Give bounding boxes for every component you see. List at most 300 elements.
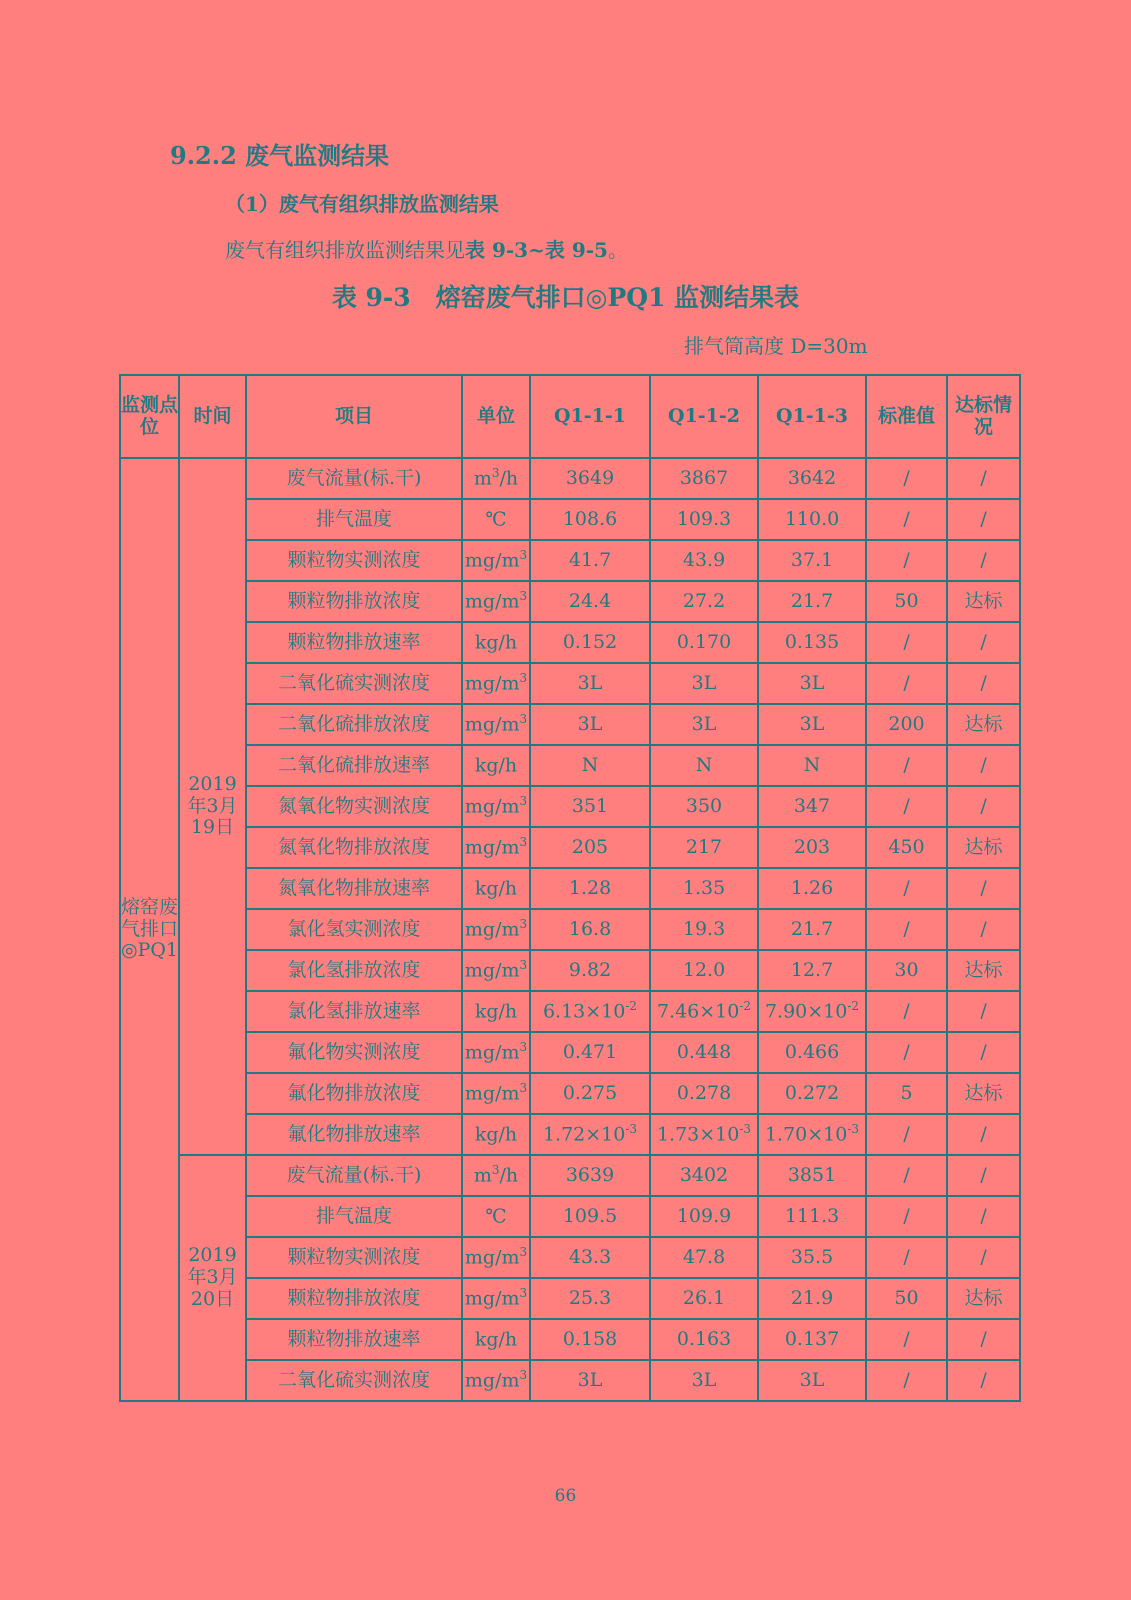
standard-cell: 50 xyxy=(866,581,947,622)
paragraph-end: 。 xyxy=(607,238,628,262)
monitoring-results-table xyxy=(119,374,1021,1402)
item-cell: 颗粒物排放速率 xyxy=(246,622,462,663)
value-text: 203 xyxy=(793,835,831,858)
monitoring-point-cell: 熔窑废气排口◎PQ1 xyxy=(120,458,179,1401)
status-cell: / xyxy=(947,786,1020,827)
unit-base: mg/m xyxy=(464,1041,520,1064)
unit-cell xyxy=(462,704,530,745)
stack-height-note: 排气筒高度 D=30m xyxy=(684,334,868,358)
value-text: N xyxy=(803,753,821,776)
unit-cell xyxy=(462,950,530,991)
paragraph-table-ref: 表 9-3~表 9-5 xyxy=(465,238,608,262)
value-text: 0.278 xyxy=(676,1081,732,1104)
unit-base: ℃ xyxy=(485,508,507,531)
unit-superscript: 3 xyxy=(519,1244,528,1259)
standard-cell: / xyxy=(866,909,947,950)
value-cell xyxy=(650,540,758,581)
value-exponent: -3 xyxy=(847,1121,860,1136)
standard-cell: / xyxy=(866,1155,947,1196)
value-text: 37.1 xyxy=(790,548,834,571)
value-text: 0.275 xyxy=(562,1081,618,1104)
status-cell: / xyxy=(947,909,1020,950)
value-cell xyxy=(758,1278,866,1319)
value-cell xyxy=(530,1196,650,1237)
header-standard: 标准值 xyxy=(866,375,947,458)
header-point: 监测点位 xyxy=(120,375,179,458)
value-text: 3639 xyxy=(565,1163,615,1186)
status-cell: / xyxy=(947,1196,1020,1237)
header-sample-1: Q1-1-1 xyxy=(530,375,650,458)
unit-superscript: 3 xyxy=(519,1285,528,1300)
unit-cell xyxy=(462,1196,530,1237)
item-cell: 二氧化硫排放浓度 xyxy=(246,704,462,745)
value-cell xyxy=(530,1360,650,1401)
value-cell xyxy=(758,622,866,663)
item-cell: 颗粒物排放浓度 xyxy=(246,581,462,622)
unit-cell xyxy=(462,1319,530,1360)
table-row xyxy=(120,663,1020,704)
value-text: 3L xyxy=(577,671,603,694)
unit-base: mg/m xyxy=(464,918,520,941)
value-text: 217 xyxy=(685,835,723,858)
value-exponent: -2 xyxy=(625,998,638,1013)
status-cell: / xyxy=(947,745,1020,786)
standard-cell: / xyxy=(866,745,947,786)
unit-base: mg/m xyxy=(464,549,520,572)
standard-cell: / xyxy=(866,1319,947,1360)
value-text: 41.7 xyxy=(568,548,612,571)
value-cell xyxy=(758,499,866,540)
unit-base: mg/m xyxy=(464,1287,520,1310)
status-cell: 达标 xyxy=(947,704,1020,745)
item-cell: 废气流量(标.干) xyxy=(246,1155,462,1196)
item-cell: 氮氧化物排放浓度 xyxy=(246,827,462,868)
unit-base: kg/h xyxy=(474,877,518,900)
unit-base: m xyxy=(473,467,492,490)
value-text: 1.70×10 xyxy=(764,1123,848,1146)
value-text: 0.158 xyxy=(562,1327,618,1350)
paragraph-text: 废气有组织排放监测结果见 xyxy=(225,238,465,262)
value-cell xyxy=(530,991,650,1032)
standard-cell: 200 xyxy=(866,704,947,745)
value-cell xyxy=(650,458,758,499)
unit-superscript: 3 xyxy=(491,1162,500,1177)
unit-base: mg/m xyxy=(464,959,520,982)
value-text: 350 xyxy=(685,794,723,817)
value-cell xyxy=(758,745,866,786)
unit-tail: /h xyxy=(499,467,519,490)
value-text: 3L xyxy=(799,1368,825,1391)
table-row xyxy=(120,1319,1020,1360)
table-row xyxy=(120,991,1020,1032)
value-cell xyxy=(758,991,866,1032)
standard-cell: / xyxy=(866,786,947,827)
table-row xyxy=(120,745,1020,786)
value-cell xyxy=(758,540,866,581)
standard-cell: 30 xyxy=(866,950,947,991)
value-cell xyxy=(530,827,650,868)
value-cell xyxy=(650,950,758,991)
value-text: 12.0 xyxy=(682,958,726,981)
status-cell: 达标 xyxy=(947,1073,1020,1114)
value-cell xyxy=(650,622,758,663)
standard-cell: / xyxy=(866,1196,947,1237)
header-status: 达标情况 xyxy=(947,375,1020,458)
unit-base: mg/m xyxy=(464,590,520,613)
unit-superscript: 3 xyxy=(491,465,500,480)
status-cell: / xyxy=(947,991,1020,1032)
item-cell: 氟化物排放速率 xyxy=(246,1114,462,1155)
table-row xyxy=(120,499,1020,540)
table-row xyxy=(120,909,1020,950)
value-text: 3867 xyxy=(679,466,729,489)
value-text: 111.3 xyxy=(784,1204,840,1227)
value-text: N xyxy=(695,753,713,776)
status-cell: / xyxy=(947,622,1020,663)
value-cell xyxy=(650,663,758,704)
table-row xyxy=(120,1032,1020,1073)
status-cell: 达标 xyxy=(947,827,1020,868)
unit-cell xyxy=(462,458,530,499)
value-text: 35.5 xyxy=(790,1245,834,1268)
unit-cell xyxy=(462,540,530,581)
value-text: 3642 xyxy=(787,466,837,489)
standard-cell: 5 xyxy=(866,1073,947,1114)
unit-cell xyxy=(462,1360,530,1401)
value-cell xyxy=(650,1032,758,1073)
value-cell xyxy=(758,1155,866,1196)
item-cell: 排气温度 xyxy=(246,499,462,540)
unit-base: kg/h xyxy=(474,1123,518,1146)
page-number: 66 xyxy=(554,1486,577,1506)
value-text: 109.5 xyxy=(562,1204,618,1227)
value-cell xyxy=(650,909,758,950)
header-unit: 单位 xyxy=(462,375,530,458)
unit-base: ℃ xyxy=(485,1205,507,1228)
value-cell xyxy=(530,581,650,622)
unit-cell xyxy=(462,581,530,622)
value-cell xyxy=(530,499,650,540)
unit-base: mg/m xyxy=(464,672,520,695)
header-row xyxy=(120,375,1020,458)
table-row xyxy=(120,786,1020,827)
standard-cell: / xyxy=(866,868,947,909)
table-row xyxy=(120,1155,1020,1196)
table-row xyxy=(120,827,1020,868)
standard-cell: / xyxy=(866,458,947,499)
item-cell: 颗粒物实测浓度 xyxy=(246,1237,462,1278)
standard-cell: / xyxy=(866,1360,947,1401)
value-cell xyxy=(758,663,866,704)
value-text: 26.1 xyxy=(682,1286,726,1309)
standard-cell: / xyxy=(866,1114,947,1155)
value-text: 3L xyxy=(577,712,603,735)
table-row xyxy=(120,540,1020,581)
table-row xyxy=(120,622,1020,663)
unit-tail: /h xyxy=(499,1164,519,1187)
status-cell: / xyxy=(947,1237,1020,1278)
standard-cell: 450 xyxy=(866,827,947,868)
header-item: 项目 xyxy=(246,375,462,458)
item-cell: 颗粒物排放速率 xyxy=(246,1319,462,1360)
value-text: 0.135 xyxy=(784,630,840,653)
value-text: 1.73×10 xyxy=(656,1123,740,1146)
status-cell: / xyxy=(947,1360,1020,1401)
status-cell: / xyxy=(947,540,1020,581)
unit-base: mg/m xyxy=(464,795,520,818)
value-cell xyxy=(650,1073,758,1114)
value-cell xyxy=(530,622,650,663)
unit-cell xyxy=(462,745,530,786)
value-text: 1.26 xyxy=(790,876,834,899)
value-text: 0.137 xyxy=(784,1327,840,1350)
value-text: 19.3 xyxy=(682,917,726,940)
value-text: 351 xyxy=(571,794,609,817)
value-exponent: -2 xyxy=(847,998,860,1013)
value-text: 43.9 xyxy=(682,548,726,571)
table-row xyxy=(120,1360,1020,1401)
value-cell xyxy=(530,1032,650,1073)
status-cell: 达标 xyxy=(947,1278,1020,1319)
value-cell xyxy=(650,1278,758,1319)
standard-cell: / xyxy=(866,663,947,704)
value-cell xyxy=(530,1155,650,1196)
value-cell xyxy=(758,1114,866,1155)
status-cell: / xyxy=(947,1032,1020,1073)
value-cell xyxy=(650,1319,758,1360)
item-cell: 氮氧化物排放速率 xyxy=(246,868,462,909)
value-text: 3L xyxy=(799,671,825,694)
status-cell: / xyxy=(947,458,1020,499)
table-body xyxy=(120,458,1020,1401)
unit-cell xyxy=(462,786,530,827)
value-text: N xyxy=(581,753,599,776)
table-row xyxy=(120,581,1020,622)
unit-base: kg/h xyxy=(474,1328,518,1351)
value-cell xyxy=(758,704,866,745)
table-row xyxy=(120,458,1020,499)
value-cell xyxy=(650,1155,758,1196)
standard-cell: / xyxy=(866,1032,947,1073)
unit-base: kg/h xyxy=(474,754,518,777)
standard-cell: / xyxy=(866,1237,947,1278)
value-cell xyxy=(758,868,866,909)
header-sample-3: Q1-1-3 xyxy=(758,375,866,458)
value-text: 21.7 xyxy=(790,917,834,940)
value-cell xyxy=(650,499,758,540)
status-cell: / xyxy=(947,868,1020,909)
value-cell xyxy=(650,1196,758,1237)
unit-cell xyxy=(462,663,530,704)
value-cell xyxy=(758,1196,866,1237)
status-cell: / xyxy=(947,499,1020,540)
value-text: 3L xyxy=(691,712,717,735)
status-cell: 达标 xyxy=(947,950,1020,991)
unit-superscript: 3 xyxy=(519,1367,528,1382)
value-cell xyxy=(758,581,866,622)
value-text: 0.448 xyxy=(676,1040,732,1063)
unit-superscript: 3 xyxy=(519,547,528,562)
value-text: 7.90×10 xyxy=(764,1000,848,1023)
standard-cell: / xyxy=(866,499,947,540)
value-text: 109.3 xyxy=(676,507,732,530)
value-cell xyxy=(530,868,650,909)
unit-cell xyxy=(462,1278,530,1319)
value-exponent: -2 xyxy=(739,998,752,1013)
value-text: 24.4 xyxy=(568,589,612,612)
table-row xyxy=(120,1114,1020,1155)
value-cell xyxy=(530,540,650,581)
unit-superscript: 3 xyxy=(519,793,528,808)
value-text: 3402 xyxy=(679,1163,729,1186)
unit-cell xyxy=(462,827,530,868)
value-cell xyxy=(530,1114,650,1155)
value-cell xyxy=(650,868,758,909)
header-sample-2: Q1-1-2 xyxy=(650,375,758,458)
unit-cell xyxy=(462,868,530,909)
standard-cell: / xyxy=(866,622,947,663)
value-cell xyxy=(530,786,650,827)
value-cell xyxy=(650,1237,758,1278)
unit-cell xyxy=(462,622,530,663)
item-cell: 氯化氢排放浓度 xyxy=(246,950,462,991)
unit-superscript: 3 xyxy=(519,711,528,726)
status-cell: / xyxy=(947,1155,1020,1196)
value-text: 347 xyxy=(793,794,831,817)
value-cell xyxy=(758,827,866,868)
item-cell: 氟化物实测浓度 xyxy=(246,1032,462,1073)
unit-base: kg/h xyxy=(474,1000,518,1023)
value-text: 0.466 xyxy=(784,1040,840,1063)
value-cell xyxy=(650,991,758,1032)
intro-paragraph xyxy=(225,234,628,263)
value-text: 110.0 xyxy=(784,507,840,530)
value-cell xyxy=(530,1237,650,1278)
unit-cell xyxy=(462,1237,530,1278)
value-text: 3L xyxy=(691,671,717,694)
value-exponent: -3 xyxy=(739,1121,752,1136)
table-row xyxy=(120,704,1020,745)
item-cell: 二氧化硫排放速率 xyxy=(246,745,462,786)
item-cell: 氯化氢排放速率 xyxy=(246,991,462,1032)
value-cell xyxy=(650,1114,758,1155)
table-row xyxy=(120,1196,1020,1237)
value-cell xyxy=(530,458,650,499)
unit-superscript: 3 xyxy=(519,670,528,685)
value-cell xyxy=(530,663,650,704)
unit-base: m xyxy=(473,1164,492,1187)
section-title: 9.2.2 废气监测结果 xyxy=(170,141,390,170)
value-text: 205 xyxy=(571,835,609,858)
value-text: 25.3 xyxy=(568,1286,612,1309)
standard-cell: / xyxy=(866,540,947,581)
value-exponent: -3 xyxy=(625,1121,638,1136)
value-text: 9.82 xyxy=(568,958,612,981)
standard-cell: / xyxy=(866,991,947,1032)
value-text: 0.170 xyxy=(676,630,732,653)
table-row xyxy=(120,950,1020,991)
table-row xyxy=(120,1278,1020,1319)
unit-cell xyxy=(462,499,530,540)
value-text: 0.471 xyxy=(562,1040,618,1063)
unit-superscript: 3 xyxy=(519,1080,528,1095)
value-text: 21.7 xyxy=(790,589,834,612)
value-cell xyxy=(758,786,866,827)
unit-base: mg/m xyxy=(464,1246,520,1269)
value-text: 109.9 xyxy=(676,1204,732,1227)
table-title: 表 9-3 熔窑废气排口◎PQ1 监测结果表 xyxy=(331,283,800,312)
value-text: 1.72×10 xyxy=(542,1123,626,1146)
value-text: 27.2 xyxy=(682,589,726,612)
unit-base: mg/m xyxy=(464,836,520,859)
unit-base: kg/h xyxy=(474,631,518,654)
table-row xyxy=(120,1237,1020,1278)
date-cell: 2019年3月19日 xyxy=(179,458,246,1155)
value-cell xyxy=(530,1278,650,1319)
item-cell: 排气温度 xyxy=(246,1196,462,1237)
value-cell xyxy=(758,1237,866,1278)
value-cell xyxy=(650,827,758,868)
unit-cell xyxy=(462,1114,530,1155)
unit-cell xyxy=(462,991,530,1032)
value-cell xyxy=(758,458,866,499)
item-cell: 氮氧化物实测浓度 xyxy=(246,786,462,827)
value-cell xyxy=(650,745,758,786)
value-text: 0.163 xyxy=(676,1327,732,1350)
unit-superscript: 3 xyxy=(519,834,528,849)
value-text: 43.3 xyxy=(568,1245,612,1268)
value-cell xyxy=(530,909,650,950)
value-cell xyxy=(530,704,650,745)
value-text: 21.9 xyxy=(790,1286,834,1309)
value-text: 12.7 xyxy=(790,958,834,981)
status-cell: 达标 xyxy=(947,581,1020,622)
unit-superscript: 3 xyxy=(519,916,528,931)
status-cell: / xyxy=(947,1114,1020,1155)
value-cell xyxy=(650,786,758,827)
unit-superscript: 3 xyxy=(519,588,528,603)
item-cell: 颗粒物实测浓度 xyxy=(246,540,462,581)
value-cell xyxy=(650,704,758,745)
item-cell: 颗粒物排放浓度 xyxy=(246,1278,462,1319)
item-cell: 氟化物排放浓度 xyxy=(246,1073,462,1114)
date-cell: 2019年3月20日 xyxy=(179,1155,246,1401)
value-cell xyxy=(650,1360,758,1401)
item-cell: 二氧化硫实测浓度 xyxy=(246,663,462,704)
value-cell xyxy=(530,745,650,786)
table-row xyxy=(120,1073,1020,1114)
value-text: 16.8 xyxy=(568,917,612,940)
value-text: 1.28 xyxy=(568,876,612,899)
value-text: 3L xyxy=(799,712,825,735)
item-cell: 氯化氢实测浓度 xyxy=(246,909,462,950)
value-cell xyxy=(758,1360,866,1401)
value-text: 47.8 xyxy=(682,1245,726,1268)
value-text: 108.6 xyxy=(562,507,618,530)
unit-superscript: 3 xyxy=(519,957,528,972)
value-text: 3649 xyxy=(565,466,615,489)
value-text: 3L xyxy=(691,1368,717,1391)
unit-superscript: 3 xyxy=(519,1039,528,1054)
value-cell xyxy=(758,950,866,991)
unit-cell xyxy=(462,1073,530,1114)
value-cell xyxy=(758,1319,866,1360)
item-cell: 二氧化硫实测浓度 xyxy=(246,1360,462,1401)
unit-base: mg/m xyxy=(464,1082,520,1105)
unit-base: mg/m xyxy=(464,1369,520,1392)
unit-cell xyxy=(462,909,530,950)
unit-cell xyxy=(462,1155,530,1196)
